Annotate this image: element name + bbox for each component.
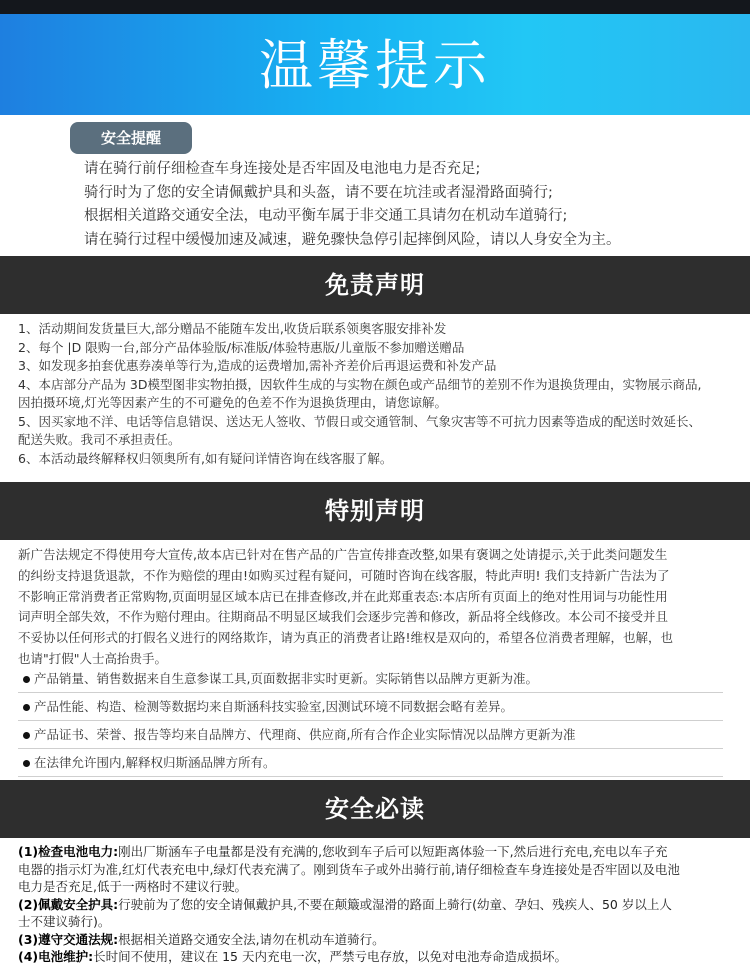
special-bullet-list (18, 668, 723, 780)
must-read-line (18, 896, 733, 914)
must-read-line (18, 948, 733, 966)
item-heading: (2)佩戴安全护具: (18, 896, 119, 912)
bullet-text: 在法律允许围内,解释权归斯涵品牌方所有。 (34, 755, 276, 770)
hero-banner (0, 0, 750, 115)
disclaimer-line: 5、因买家地不洋、电话等信息错误、送达无人签收、节假日或交通管制、气象灾害等不可抗力因素等造成的配送时效延长、 (18, 413, 701, 429)
safety-tip-line: 骑行时为了您的安全请佩戴护具和头盔，请不要在坑洼或者湿滑路面骑行; (84, 184, 553, 201)
bullet-dot-icon (23, 732, 30, 739)
disclaimer-heading: 免责声明 (0, 256, 750, 314)
must-read-line (18, 931, 733, 949)
top-dark-strip (0, 0, 750, 14)
special-line: 新广告法规定不得使用夸大宣传,故本店已针对在售产品的广告宣传排查改整,如果有褒调之处请提示,关于此类问题发生 (18, 547, 668, 562)
must-read-line: 电器的指示灯为准,红灯代表充电中,绿灯代表充满了。刚到货车子或外出骑行前,请仔细检查车身连接处是否牢固以及电池 (18, 861, 680, 877)
must-read-line (18, 843, 733, 861)
disclaimer-line: 3、如发现多拍套优惠券凑单等行为,造成的运费增加,需补齐差价后再退运费和补发产品 (18, 358, 497, 373)
special-statement-heading: 特别声明 (0, 482, 750, 540)
bullet-text: 产品销量、销售数据来自生意参谋工具,页面数据非实时更新。实际销售以品牌方更新为准。 (34, 671, 538, 686)
bullet-dot-icon (23, 760, 30, 767)
special-line: 的纠纷支持退货退款，不作为赔偿的理由!如购买过程有疑问，可随时咨询在线客服，特此声明! 我们支持新广告法为了 (18, 567, 670, 583)
item-text: 刚出厂斯涵车子电量都是没有充满的,您收到车子后可以短距离体验一下,然后进行充电,充电以车子充 (118, 844, 668, 859)
item-heading: (1)检查电池电力: (18, 844, 119, 859)
safety-tip-line: 请在骑行前仔细检查车身连接处是否牢固及电池电力是否充足; (84, 161, 481, 177)
special-line: 不妥协以任何形式的打假名义进行的网络欺诈，请为真正的消费者让路!维权是双向的，希望各位消费者理解，也解，也 (18, 630, 674, 646)
disclaimer-line: 1、活动期间发货量巨大,部分赠品不能随车发出,收货后联系领奥客服安排补发 (18, 321, 447, 336)
must-read-line: 士不建议骑行)。 (18, 914, 111, 929)
page-title: 温馨提示 (259, 34, 491, 97)
bullet-text: 产品性能、构造、检测等数据均来自斯涵科技实验室,因测试环境不同数据会略有差异。 (34, 699, 513, 714)
bullet-dot-icon (23, 704, 30, 711)
list-item (18, 752, 723, 777)
disclaimer-line: 2、每个 |D 限购一台,部分产品体验版/标准版/体验特惠版/儿童版不参加赠送赠品 (18, 339, 465, 355)
disclaimer-line: 6、本活动最终解释权归领奥所有,如有疑问详情咨询在线客服了解。 (18, 450, 393, 466)
item-heading: (3)遵守交通法规: (18, 931, 119, 947)
must-read-heading: 安全必读 (0, 780, 750, 838)
special-line: 也请"打假"人士高抬贵手。 (18, 650, 167, 666)
must-read-line: 电力是否充足,低于一两格时不建议行驶。 (18, 879, 247, 894)
disclaimer-line: 因拍摄环境,灯光等因素产生的不可避免的色差不作为退换货理由，请您谅解。 (18, 395, 447, 410)
safety-tip-list (84, 158, 734, 252)
disclaimer-line: 4、本店部分产品为 3D模型图非实物拍摄，因软件生成的与实物在颜色或产品细节的差别不作为退换货理由，实物展示商品, (18, 376, 702, 392)
list-item (18, 696, 723, 721)
special-line: 词声明全部失效，不作为赔付理由。往期商品不明显区域我们会逐步完善和修改，新品将全线修改。本公司不接受并且 (18, 609, 669, 625)
must-read-list (18, 843, 733, 966)
disclaimer-line: 配送失败。我司不承担责任。 (18, 432, 181, 447)
item-text: 根据相关道路交通安全法,请勿在机动车道骑行。 (118, 931, 385, 947)
list-item (18, 724, 723, 749)
safety-tip-line: 请在骑行过程中缓慢加速及减速，避免骤快急停引起摔倒风险，请以人身安全为主。 (84, 231, 621, 248)
bullet-dot-icon (23, 676, 30, 683)
item-heading: (4)电池维护: (18, 949, 94, 964)
item-text: 长时间不使用，建议在 15 天内充电一次，严禁亏电存放，以免对电池寿命造成损坏。 (93, 949, 567, 964)
disclaimer-list (18, 320, 733, 468)
bullet-text: 产品证书、荣誉、报告等均来自品牌方、代理商、供应商,所有合作企业实际情况以品牌方更新为准 (34, 727, 576, 742)
safety-tip-line: 根据相关道路交通安全法，电动平衡车属于非交通工具请勿在机动车道骑行; (84, 208, 568, 224)
item-text: 行驶前为了您的安全请佩戴护具,不要在颠簸或湿滑的路面上骑行(幼童、孕妇、残疾人、50 岁以上人 (118, 896, 672, 912)
special-line: 不影响正常消费者正常购物,页面明显区域本店已在排查修改,并在此郑重表态:本店所有页面上的绝对性用词与功能性用 (18, 588, 668, 604)
list-item (18, 668, 723, 693)
safety-tip-label: 安全提醒 (70, 122, 192, 154)
special-statement-paragraph (18, 545, 733, 670)
